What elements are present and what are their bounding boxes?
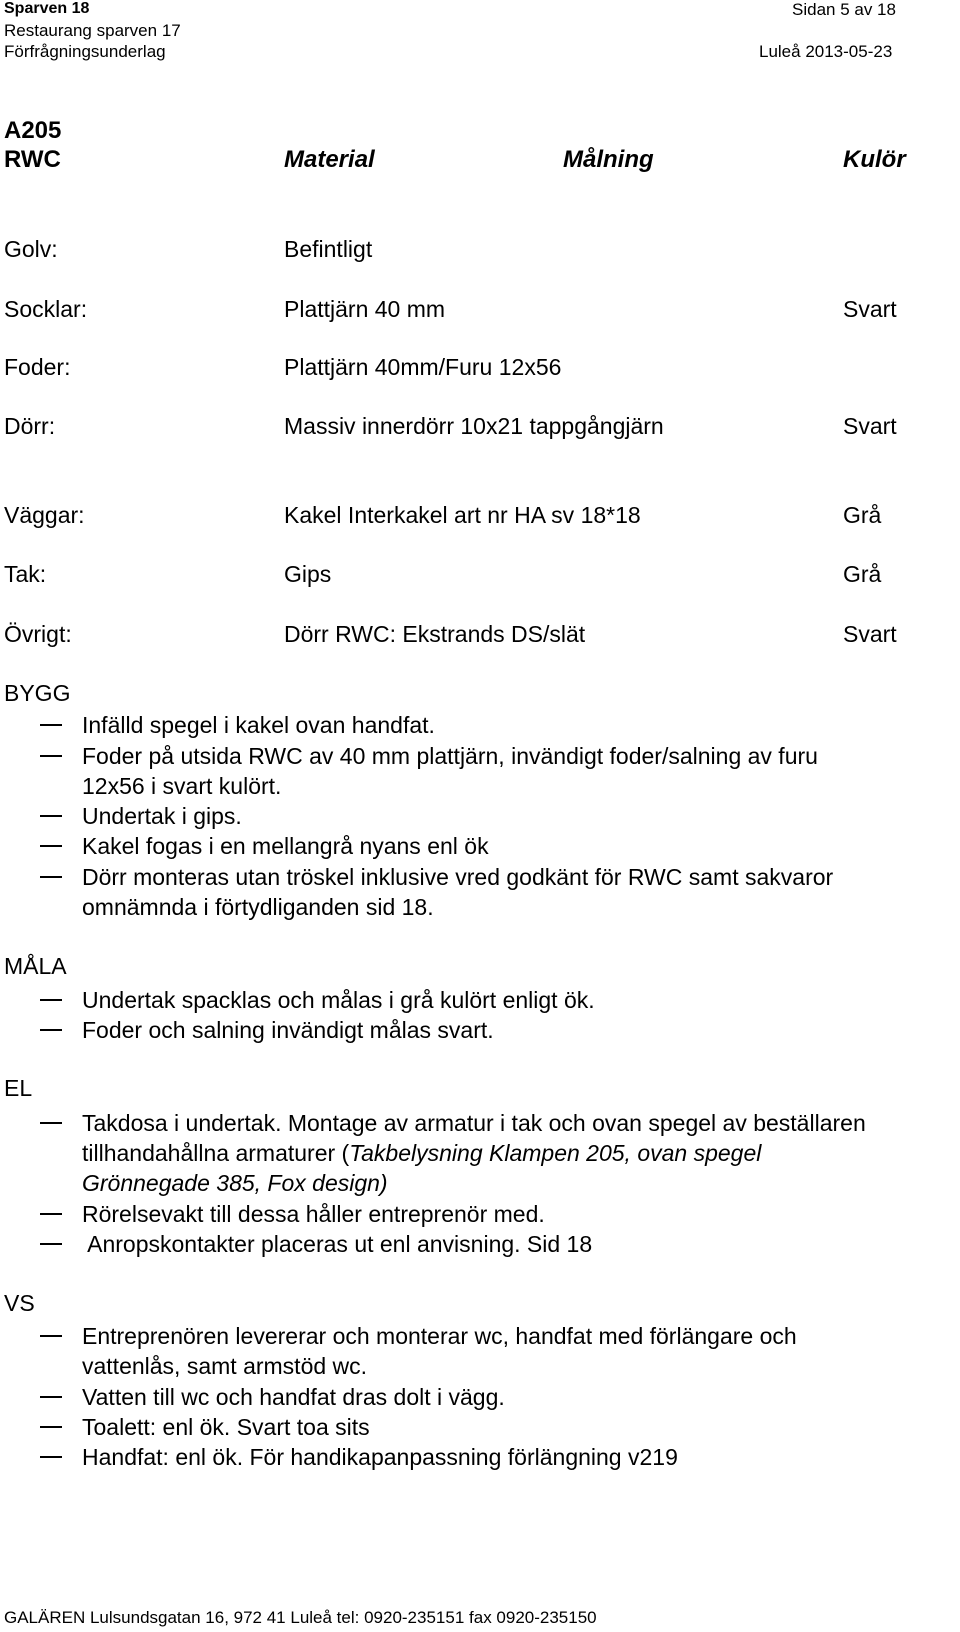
row-color: Grå <box>843 502 882 528</box>
column-painting: Målning <box>563 146 654 173</box>
row-color: Svart <box>843 296 897 322</box>
room-code: A205 <box>4 117 62 144</box>
section-title-el: EL <box>4 1075 33 1101</box>
row-label: Foder: <box>4 354 71 380</box>
dash-bullet-icon <box>40 1029 62 1031</box>
row-material: Plattjärn 40 mm <box>284 296 446 322</box>
row-color: Grå <box>843 561 882 587</box>
place-date: Luleå 2013-05-23 <box>759 42 893 61</box>
dash-bullet-icon <box>40 845 62 847</box>
section-title-mala: MÅLA <box>4 953 67 979</box>
section-title-vs: VS <box>4 1290 35 1316</box>
row-material: Massiv innerdörr 10x21 tappgångjärn <box>284 413 664 439</box>
dash-bullet-icon <box>40 1213 62 1215</box>
row-label: Golv: <box>4 236 58 262</box>
row-color: Svart <box>843 413 897 439</box>
subtitle: Restaurang sparven 17 <box>4 21 181 40</box>
row-material: Befintligt <box>284 236 373 262</box>
dash-bullet-icon <box>40 1335 62 1337</box>
row-color: Svart <box>843 621 897 647</box>
dash-bullet-icon <box>40 815 62 817</box>
dash-bullet-icon <box>40 876 62 878</box>
room-name: RWC <box>4 146 61 173</box>
row-label: Dörr: <box>4 413 56 439</box>
dash-bullet-icon <box>40 1243 62 1245</box>
row-label: Övrigt: <box>4 621 72 647</box>
section-title-bygg: BYGG <box>4 680 71 706</box>
dash-bullet-icon <box>40 724 62 726</box>
dash-bullet-icon <box>40 1122 62 1124</box>
project-name: Sparven 18 <box>4 0 90 17</box>
dash-bullet-icon <box>40 1456 62 1458</box>
footer-address: GALÄREN Lulsundsgatan 16, 972 41 Luleå tel: 0920-235151 fax 0920-235150 <box>4 1608 597 1627</box>
row-material: Gips <box>284 561 332 587</box>
dash-bullet-icon <box>40 1426 62 1428</box>
dash-bullet-icon <box>40 755 62 757</box>
row-label: Väggar: <box>4 502 85 528</box>
row-material: Dörr RWC: Ekstrands DS/slät <box>284 621 586 647</box>
row-material: Plattjärn 40mm/Furu 12x56 <box>284 354 562 380</box>
row-material: Kakel Interkakel art nr HA sv 18*18 <box>284 502 641 528</box>
page-number: Sidan 5 av 18 <box>792 0 896 19</box>
row-label: Socklar: <box>4 296 88 322</box>
doc-type: Förfrågningsunderlag <box>4 42 166 61</box>
column-color: Kulör <box>843 146 906 173</box>
dash-bullet-icon <box>40 1396 62 1398</box>
column-material: Material <box>284 146 375 173</box>
row-label: Tak: <box>4 561 47 587</box>
dash-bullet-icon <box>40 999 62 1001</box>
